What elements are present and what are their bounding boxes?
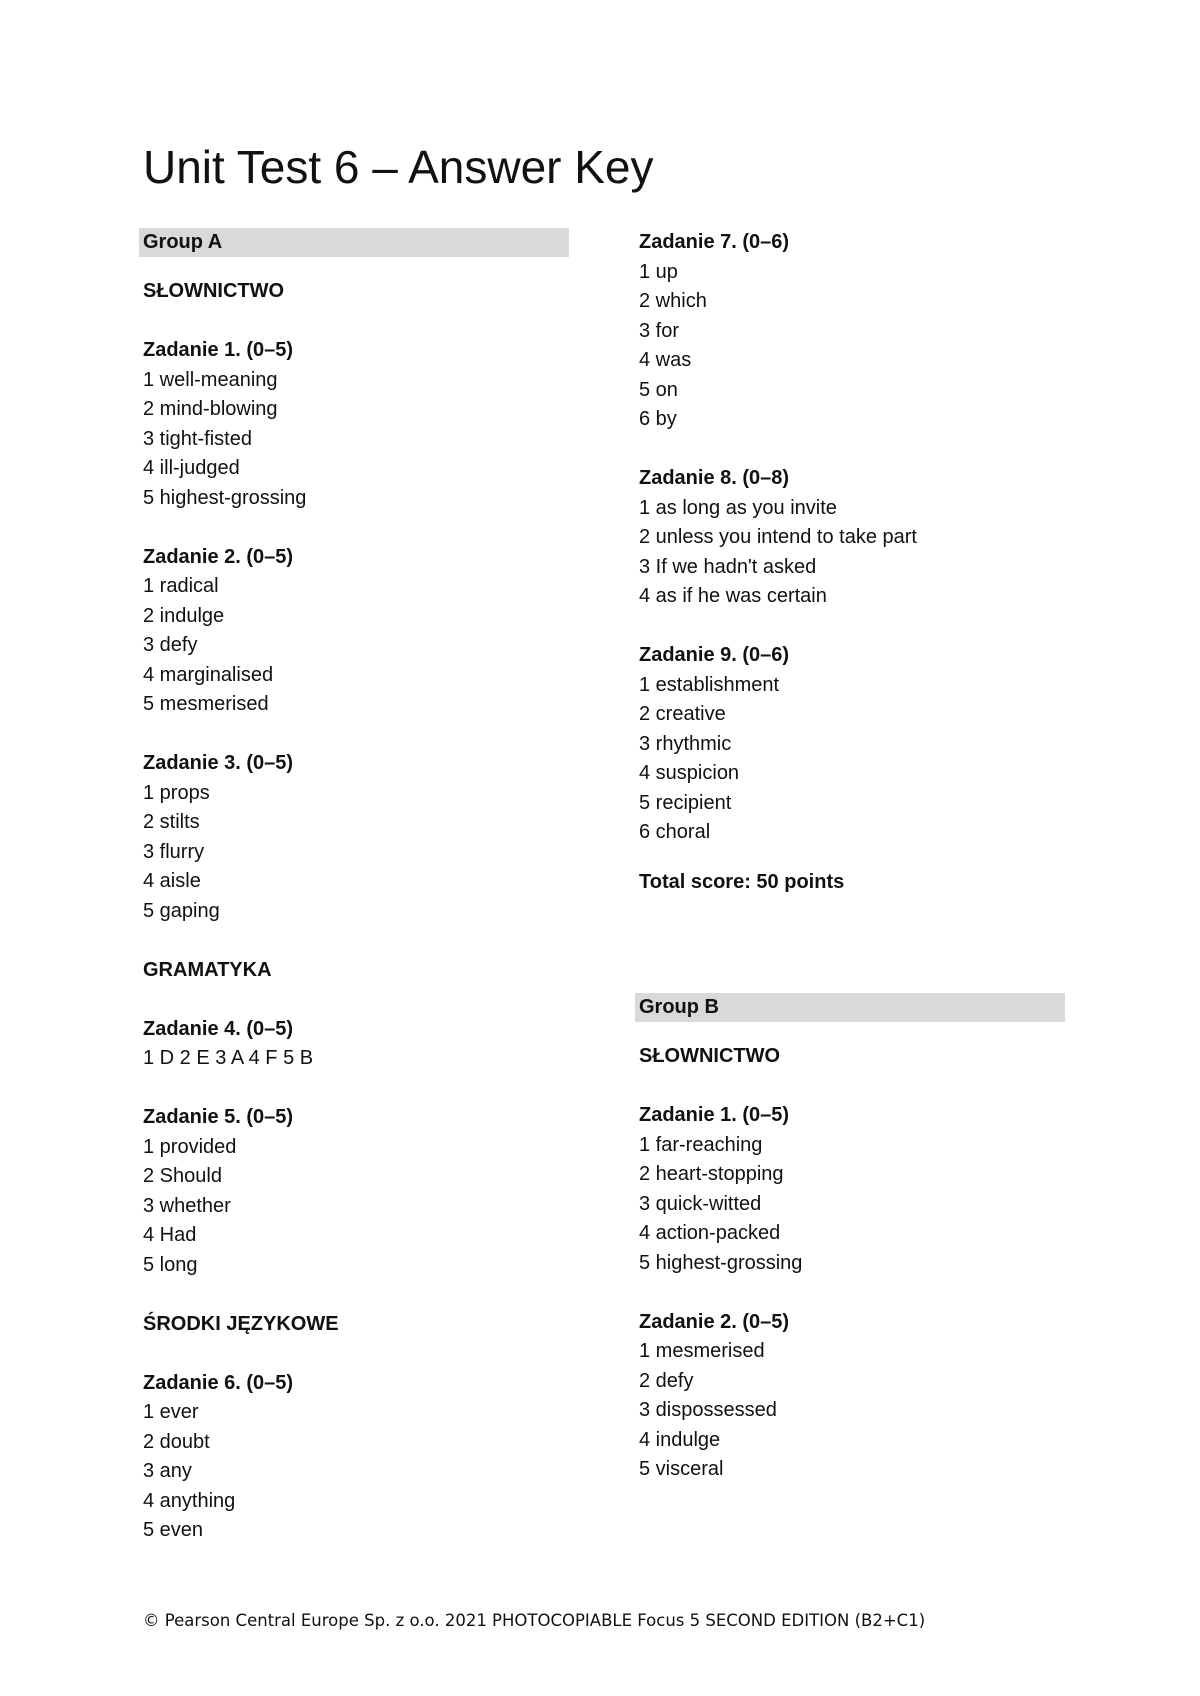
task-title: Zadanie 1. (0–5): [639, 1104, 790, 1126]
answer-item: 3 for: [639, 319, 680, 342]
task-block-a6: [143, 1369, 573, 1546]
answer-item: 5 gaping: [143, 899, 220, 922]
answer-item: 3 defy: [143, 634, 198, 656]
answer-item: 4 marginalised: [143, 663, 274, 686]
answer-item: 3 quick-witted: [639, 1192, 762, 1215]
answer-item: 2 heart-stopping: [639, 1163, 784, 1185]
answer-item: 1 as long as you invite: [639, 496, 837, 519]
answer-item: 5 even: [143, 1519, 204, 1541]
answer-item: 3 any: [143, 1460, 192, 1482]
answer-item: 2 doubt: [143, 1430, 210, 1453]
answer-item: 4 aisle: [143, 870, 201, 892]
answer-item: 1 D 2 E 3 A 4 F 5 B: [143, 1047, 314, 1069]
answer-item: 1 ever: [143, 1401, 199, 1423]
answer-item: 6 by: [639, 408, 677, 430]
answer-item: 1 well-meaning: [143, 368, 278, 391]
task-block-a7: [639, 228, 1069, 435]
task-block-b2: [639, 1308, 1069, 1485]
answer-item: 3 whether: [143, 1194, 231, 1217]
task-title: Zadanie 4. (0–5): [143, 1017, 294, 1040]
answer-item: 1 up: [639, 260, 678, 283]
answer-item: 4 as if he was certain: [639, 585, 827, 607]
answer-item: 2 creative: [639, 703, 726, 725]
page-title: Unit Test 6 – Answer Key: [143, 141, 654, 193]
answer-item: 4 action-packed: [639, 1222, 781, 1244]
task-block-a1: [143, 336, 573, 513]
answer-item: 5 visceral: [639, 1458, 724, 1480]
task-title: Zadanie 2. (0–5): [639, 1310, 790, 1333]
answer-item: 2 defy: [639, 1369, 694, 1392]
task-block-a2: [143, 543, 573, 720]
section-heading-srodki-jezykowe: ŚRODKI JĘZYKOWE: [143, 1312, 339, 1335]
answer-item: 5 on: [639, 378, 678, 401]
answer-item: 1 radical: [143, 575, 219, 597]
answer-item: 3 If we hadn't asked: [639, 555, 817, 578]
answer-item: 4 anything: [143, 1489, 236, 1512]
task-block-a4: [143, 1015, 573, 1074]
answer-item: 2 mind-blowing: [143, 398, 278, 420]
task-title: Zadanie 3. (0–5): [143, 752, 294, 774]
group-a-header: Group A: [139, 228, 569, 257]
task-block-a5: [143, 1103, 573, 1280]
answer-item: 3 flurry: [143, 840, 205, 863]
group-b-header: Group B: [635, 993, 1065, 1022]
answer-item: 1 establishment: [639, 673, 780, 696]
right-column: [639, 228, 1069, 1485]
answer-item: 4 suspicion: [639, 762, 740, 784]
answer-item: 3 dispossessed: [639, 1399, 777, 1421]
section-heading-gramatyka: GRAMATYKA: [143, 958, 272, 981]
section-heading-slownictwo: SŁOWNICTWO: [639, 1045, 781, 1067]
answer-item: 5 mesmerised: [143, 693, 269, 715]
total-score: Total score: 50 points: [639, 870, 845, 893]
task-block-b1: [639, 1101, 1069, 1278]
answer-item: 5 highest-grossing: [143, 486, 307, 509]
answer-item: 4 ill-judged: [143, 457, 240, 479]
answer-item: 5 recipient: [639, 791, 732, 814]
answer-item: 2 unless you intend to take part: [639, 526, 917, 548]
task-block-a9: [639, 641, 1069, 848]
answer-item: 2 stilts: [143, 811, 200, 833]
task-title: Zadanie 1. (0–5): [143, 339, 294, 361]
answer-item: 3 tight-fisted: [143, 427, 252, 450]
answer-item: 5 long: [143, 1253, 198, 1276]
answer-item: 4 indulge: [639, 1428, 721, 1451]
answer-item: 1 props: [143, 781, 210, 804]
answer-item: 1 provided: [143, 1135, 237, 1158]
answer-item: 6 choral: [639, 821, 711, 843]
task-block-a8: [639, 464, 1069, 612]
answer-item: 1 mesmerised: [639, 1340, 765, 1362]
answer-item: 5 highest-grossing: [639, 1251, 803, 1274]
answer-item: 4 Had: [143, 1224, 197, 1246]
section-heading-slownictwo: SŁOWNICTWO: [143, 280, 285, 302]
task-title: Zadanie 8. (0–8): [639, 467, 790, 489]
answer-item: 2 Should: [143, 1165, 222, 1187]
answer-item: 2 which: [639, 290, 707, 312]
page-footer: © Pearson Central Europe Sp. z o.o. 2021 PHOTOCOPIABLE Focus 5 SECOND EDITION (B2+C1): [143, 1611, 926, 1630]
task-block-a3: [143, 749, 573, 926]
left-column: [143, 228, 573, 1546]
answer-item: 4 was: [639, 349, 692, 371]
task-title: Zadanie 5. (0–5): [143, 1106, 294, 1128]
task-title: Zadanie 9. (0–6): [639, 644, 790, 666]
task-title: Zadanie 7. (0–6): [639, 231, 790, 253]
task-title: Zadanie 6. (0–5): [143, 1371, 294, 1394]
answer-item: 2 indulge: [143, 604, 225, 627]
task-title: Zadanie 2. (0–5): [143, 545, 294, 568]
answer-item: 1 far-reaching: [639, 1133, 763, 1156]
answer-item: 3 rhythmic: [639, 732, 732, 755]
